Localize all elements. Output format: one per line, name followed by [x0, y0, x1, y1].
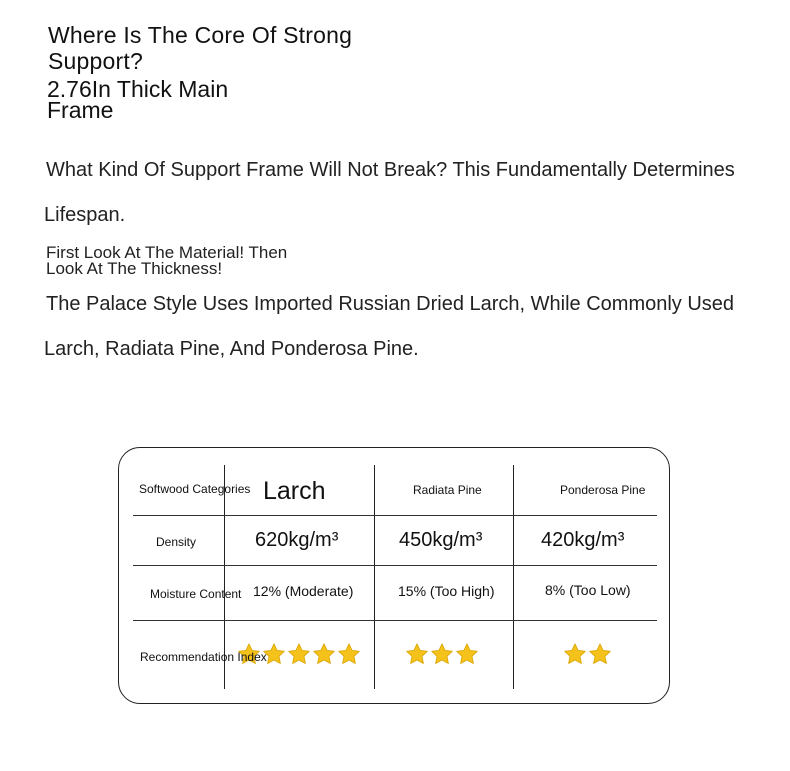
- star-icon: [405, 642, 429, 666]
- paragraph-2-line-1: The Palace Style Uses Imported Russian Dried Larch, While Commonly Used: [46, 293, 735, 315]
- subheading-line-1: First Look At The Material! Then: [46, 243, 288, 262]
- paragraph-1-line-1: What Kind Of Support Frame Will Not Break? This Fundamentally Determines: [46, 159, 735, 181]
- density-radiata-pine: 450kg/m³: [399, 529, 483, 551]
- column-header-larch: Larch: [263, 477, 326, 505]
- density-ponderosa-pine: 420kg/m³: [541, 529, 625, 551]
- table-divider: [513, 465, 514, 689]
- column-header-radiata-pine: Radiata Pine: [413, 483, 482, 497]
- column-header-ponderosa-pine: Ponderosa Pine: [560, 483, 646, 497]
- paragraph-1-line-2: Lifespan.: [44, 204, 126, 226]
- table-divider: [133, 565, 657, 566]
- density-larch: 620kg/m³: [255, 529, 339, 551]
- frame-title-line-2: Frame: [47, 97, 114, 123]
- table-divider: [133, 620, 657, 621]
- moisture-radiata-pine: 15% (Too High): [398, 583, 495, 599]
- row-label-categories: Softwood Categories: [139, 482, 251, 496]
- row-label-moisture: Moisture Content: [150, 587, 242, 601]
- star-icon: [563, 642, 587, 666]
- moisture-ponderosa-pine: 8% (Too Low): [545, 582, 631, 598]
- star-icon: [588, 642, 612, 666]
- star-icon: [430, 642, 454, 666]
- moisture-larch: 12% (Moderate): [253, 583, 354, 599]
- paragraph-2-line-2: Larch, Radiata Pine, And Ponderosa Pine.: [44, 338, 419, 360]
- subheading-line-2: Look At The Thickness!: [46, 259, 223, 278]
- page-title-line-1: Where Is The Core Of Strong: [48, 22, 353, 48]
- row-label-density: Density: [156, 535, 197, 549]
- stars-ponderosa-pine: [563, 642, 612, 666]
- table-divider: [374, 465, 375, 689]
- frame-title-line-1: 2.76In Thick Main: [47, 76, 229, 102]
- row-label-recommendation: Recommendation Index: [140, 650, 267, 664]
- table-divider: [133, 515, 657, 516]
- stars-radiata-pine: [405, 642, 479, 666]
- star-icon: [287, 642, 311, 666]
- star-icon: [312, 642, 336, 666]
- star-icon: [455, 642, 479, 666]
- page-title-line-2: Support?: [48, 48, 143, 74]
- star-icon: [337, 642, 361, 666]
